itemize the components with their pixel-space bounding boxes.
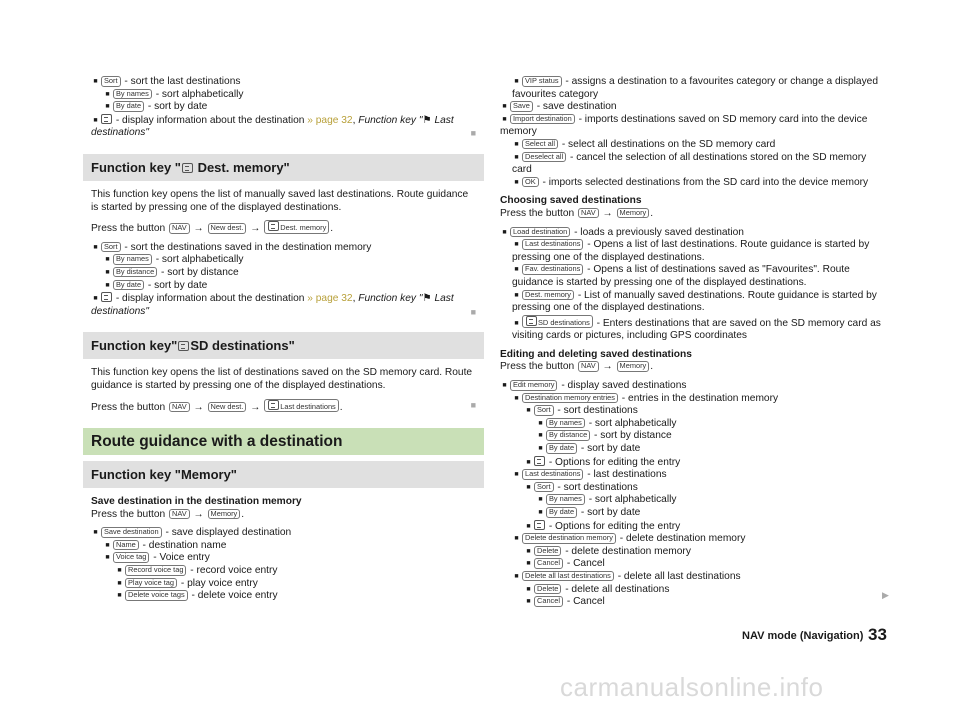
memory-icon [268,221,279,231]
press-instruction: Press the button NAV → New dest. → Last destinations . ■ [91,399,476,413]
paragraph: This function key opens the list of destinations saved on the SD memory card. Route guidance is started by pressing one of the displayed destinations. [91,367,473,391]
list-item: ■ Cancel - Cancel [526,558,605,570]
list-item: ■ By names - sort alphabetically [538,417,677,429]
list-item: ■ By names - sort alphabetically [538,494,677,506]
list-item: ■ Destination memory entries - entries in the destination memory [514,392,779,404]
flag-icon: ⚑ [422,114,432,126]
section-end-mark: ■ [470,306,476,317]
list-item: ■ Load destination - loads a previously saved destination [502,226,744,238]
page-number: 33 [868,625,887,644]
sd-card-icon [268,400,279,410]
subheading: Save destination in the destination memory [91,496,302,508]
press-instruction: Press the button NAV → New dest. → Dest. memory . [91,220,476,236]
list-item: ■ Sort - sort destinations [526,481,638,493]
section-end-mark: ■ [470,128,476,139]
section-heading-memory: Function key "Memory" [83,461,484,488]
list-item: ■ Delete voice tags - delete voice entry [117,590,278,602]
list-item: ■ Name - destination name [105,539,227,551]
flag-icon: ⚑ [422,293,432,305]
sd-card-icon [178,341,189,351]
press-instruction: Press the button NAV → Memory . [91,508,245,520]
list-item: ■ Sort - sort the last destinations [93,76,241,87]
list-item: ■ By date - sort by date [105,101,208,113]
by-date-key: By date [113,101,144,112]
right-column [500,76,888,609]
list-item: ■ Save destination - save displayed destination [93,527,292,539]
list-item: ■ Select all - select all destinations on the SD memory card [514,138,776,150]
list-item: ■ By distance - sort by distance [105,266,239,278]
list-item: ■ Save - save destination [502,101,617,113]
list-item: ■ - display information about the destination » page 32, Function key "⚑ Last destinations" ■ [91,114,476,139]
list-item: ■ Play voice tag - play voice entry [117,577,258,589]
list-item: ■ By date - sort by date [538,443,641,455]
list-item: ■ Deselect all - cancel the selection of all destinations stored on the SD memory card [512,151,867,176]
list-item: ■ - Options for editing the entry [526,456,681,468]
list-item: ■ OK - imports selected destinations from the SD card into the device memory [514,176,869,188]
options-icon [534,456,545,466]
list-item: ■ Delete - delete destination memory [526,545,691,557]
sort-key: Sort [101,76,121,87]
options-icon [534,520,545,530]
list-item: ■ Dest. memory - List of manually saved destinations. Route guidance is started by pressing one of the displayed destinations. [512,289,877,314]
section-end-mark: ■ [470,399,476,410]
new-dest-key: New dest. [208,223,247,234]
by-names-key: By names [113,89,152,100]
subheading: Editing and deleting saved destinations [500,348,692,360]
info-icon [101,292,112,302]
list-item: ■ Sort - sort the destinations saved in the destination memory [93,241,372,253]
list-item: ■ - Options for editing the entry [526,520,681,532]
list-item: ■ By distance - sort by distance [538,430,672,442]
list-item: ■ By names - sort alphabetically [105,254,244,266]
footer-section-label: NAV mode (Navigation) [742,630,864,642]
section-heading-dest-memory: Function key " Dest. memory" [83,154,484,181]
list-item: ■ Last destinations - Opens a list of last destinations. Route guidance is started by pressing one of the displayed destinations. [512,239,870,263]
list-item: ■ SD destinations - Enters destinations that are saved on the SD memory card as visiting cards or pictures, including GPS coordinates [500,315,888,343]
press-instruction: Press the button NAV → Memory . [500,361,654,373]
section-heading-sd-destinations: Function key" SD destinations" [83,332,484,359]
list-item: ■ Delete destination memory - delete destination memory [514,533,746,545]
left-column [91,76,476,603]
continue-arrow-icon: ▶ [882,590,889,600]
subheading: Choosing saved destinations [500,195,642,207]
dest-memory-key: Dest. memory [264,220,329,234]
watermark: carmanualsonline.info [560,672,824,702]
list-item: ■ Voice tag - Voice entry [105,552,210,564]
page-link[interactable]: » page 32 [307,114,353,126]
list-item: ■ VIP status - assigns a destination to a favourites category or change a displayed favourites category [512,76,878,100]
memory-icon [182,163,193,173]
list-item: ■ By date - sort by date [105,279,208,291]
list-item: ■ Record voice tag - record voice entry [117,565,278,577]
list-item: ■ Fav. destinations - Opens a list of destinations saved as "Favourites". Route guidance is started by pressing one of the displayed destinations. [512,264,850,288]
list-item: ■ Cancel - Cancel [526,596,605,608]
sd-card-icon [526,316,537,326]
list-item: ■ By names - sort alphabetically [105,88,244,100]
list-item: ■ Import destination - imports destinations saved on SD memory card into the device memory [500,113,868,138]
list-item: ■ Last destinations - last destinations [514,469,667,481]
info-icon [101,114,112,124]
press-instruction: Press the button NAV → Memory . [500,207,654,219]
list-item: ■ Delete all last destinations - delete all last destinations [514,570,741,582]
chapter-heading: Route guidance with a destination [83,428,484,455]
list-item: ■ - display information about the destination » page 32, Function key "⚑ Last destinations" ■ [91,293,476,317]
list-item: ■ Delete - delete all destinations [526,583,670,595]
nav-key: NAV [169,223,190,234]
page-link[interactable]: » page 32 [307,293,353,305]
list-item: ■ Edit memory - display saved destinations [502,380,687,392]
paragraph: This function key opens the list of manually saved last destinations. Route guidance is started by pressing one of the displayed destinations. [91,188,469,213]
list-item: ■ By date - sort by date [538,507,641,518]
list-item: ■ Sort - sort destinations [526,405,638,417]
